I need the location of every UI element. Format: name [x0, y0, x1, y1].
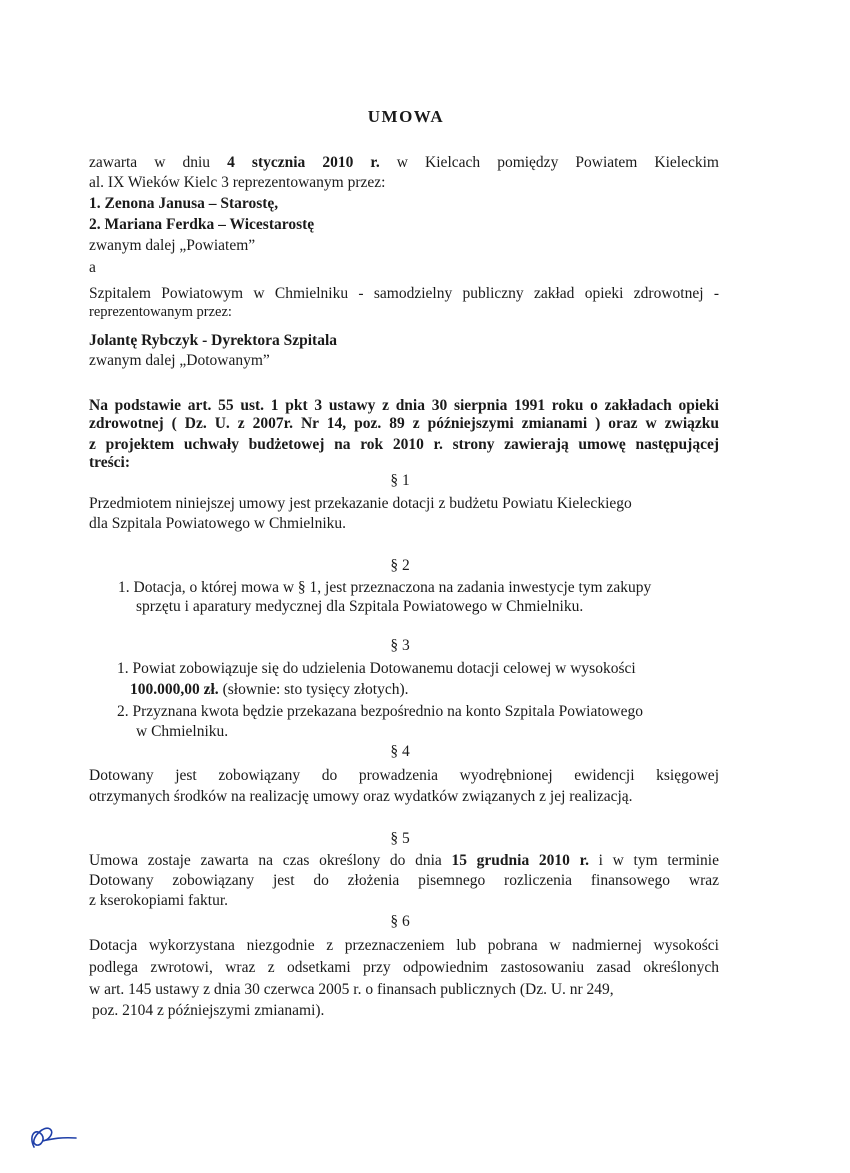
section-2-heading: § 2 [390, 557, 410, 574]
section-6-heading: § 6 [390, 913, 410, 930]
handwritten-initial-icon [22, 1105, 82, 1155]
section-3-item-2-line-2: w Chmielniku. [136, 723, 229, 740]
section-6-line-1: Dotacja wykorzystana niezgodnie z przeznaczeniem lub pobrana w nadmiernej wysokości [89, 937, 719, 954]
director-name: Jolantę Rybczyk - Dyrektora Szpitala [89, 332, 338, 349]
representative-1: 1. Zenona Janusa – Starostę, [89, 195, 279, 212]
section-5-line-2: Dotowany zobowiązany jest do złożenia pisemnego rozliczenia finansowego wraz [89, 872, 719, 889]
called-dotowany: zwanym dalej „Dotowanym” [89, 352, 270, 369]
section-4-line-2: otrzymanych środków na realizację umowy oraz wydatków związanych z jej realizacją. [89, 788, 633, 805]
and-text: a [89, 259, 96, 276]
section-3-item-2-line-1: 2. Przyznana kwota będzie przekazana bezpośrednio na konto Szpitala Powiatowego [117, 703, 643, 720]
basis-line-3: z projektem uchwały budżetowej na rok 2010 r. strony zawierają umowę następującej [89, 436, 719, 453]
section-5-text-post: i w tym terminie [588, 852, 719, 869]
called-powiat: zwanym dalej „Powiatem” [89, 237, 256, 254]
grant-amount: 100.000,00 zł. [130, 681, 219, 698]
intro-text: zawarta w dniu [89, 154, 228, 171]
section-3-item-1-line-1: 1. Powiat zobowiązuje się do udzielenia Dotowanemu dotacji celowej w wysokości [117, 660, 636, 677]
section-5-line-3: z kserokopiami faktur. [89, 892, 229, 909]
section-5-line-1 [89, 851, 719, 871]
contract-date: 4 stycznia 2010 r. [227, 154, 380, 171]
section-6-line-4: poz. 2104 z późniejszymi zmianami). [92, 1002, 325, 1019]
basis-line-2: zdrowotnej ( Dz. U. z 2007r. Nr 14, poz. 89 z późniejszymi zmianami ) oraz w związku [89, 415, 719, 432]
section-2-line-2: sprzętu i aparatury medycznej dla Szpitala Powiatowego w Chmielniku. [136, 598, 584, 615]
intro-line-1 [89, 153, 719, 173]
intro-line-2: al. IX Wieków Kielc 3 reprezentowanym przez: [89, 174, 386, 191]
basis-line-1: Na podstawie art. 55 ust. 1 pkt 3 ustawy z dnia 30 sierpnia 1991 roku o zakładach opieki [89, 397, 719, 414]
section-1-line-2: dla Szpitala Powiatowego w Chmielniku. [89, 515, 347, 532]
section-3-heading: § 3 [390, 637, 410, 654]
section-1-heading: § 1 [390, 472, 410, 489]
document-title: UMOWA [367, 107, 445, 126]
section-5-text: Umowa zostaje zawarta na czas określony do dnia [89, 852, 452, 869]
hospital-line-1: Szpitalem Powiatowym w Chmielniku - samodzielny publiczny zakład opieki zdrowotnej - [89, 285, 719, 302]
section-4-heading: § 4 [390, 743, 410, 760]
section-5-heading: § 5 [390, 830, 410, 847]
end-date: 15 grudnia 2010 r. [451, 852, 589, 869]
section-6-line-2: podlega zwrotowi, wraz z odsetkami przy odpowiednim zastosowaniu zasad określonych [89, 959, 719, 976]
intro-text-post: w Kielcach pomiędzy Powiatem Kieleckim [379, 154, 719, 171]
basis-line-4: treści: [89, 454, 131, 471]
hospital-line-2: reprezentowanym przez: [89, 304, 232, 320]
section-6-line-3: w art. 145 ustawy z dnia 30 czerwca 2005 r. o finansach publicznych (Dz. U. nr 249, [89, 981, 614, 998]
grant-amount-words: (słownie: sto tysięcy złotych). [218, 681, 409, 698]
section-3-item-1-line-2 [130, 680, 409, 700]
section-4-line-1: Dotowany jest zobowiązany do prowadzenia wyodrębnionej ewidencji księgowej [89, 767, 719, 784]
representative-2: 2. Mariana Ferdka – Wicestarostę [89, 216, 315, 233]
section-2-line-1: 1. Dotacja, o której mowa w § 1, jest przeznaczona na zadania inwestycje tym zakupy [118, 579, 652, 596]
section-1-line-1: Przedmiotem niniejszej umowy jest przekazanie dotacji z budżetu Powiatu Kieleckiego [89, 495, 632, 512]
